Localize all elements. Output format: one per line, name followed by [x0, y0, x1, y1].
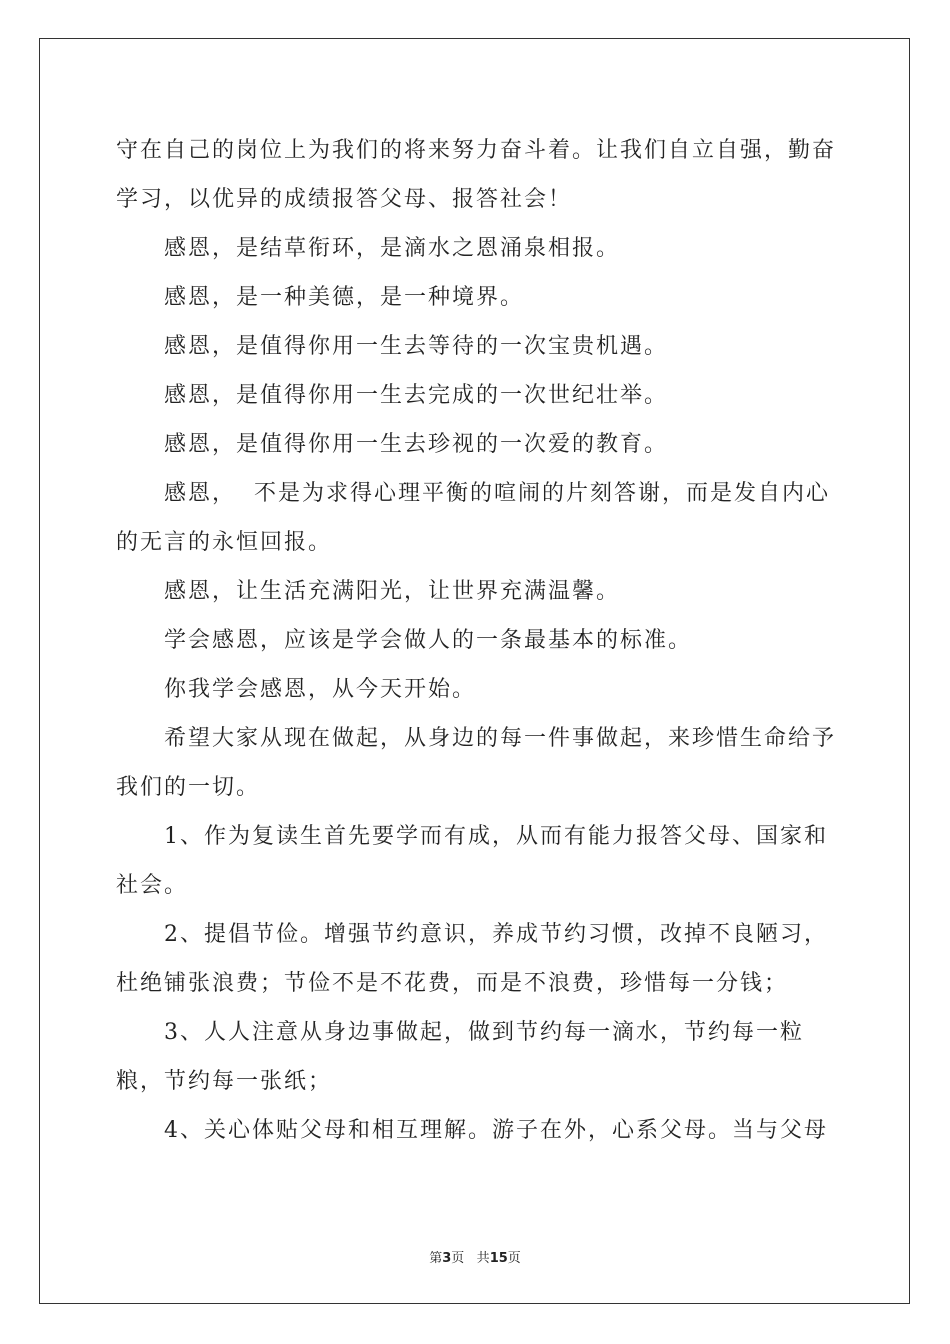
- document-body: [116, 126, 846, 1155]
- paragraph: 你我学会感恩，从今天开始。: [164, 677, 477, 702]
- paragraph: 感恩，是值得你用一生去珍视的一次爱的教育。: [164, 432, 669, 457]
- footer-total-prefix: 共: [476, 1251, 490, 1266]
- paragraph: 感恩，是一种美德，是一种境界。: [164, 285, 525, 310]
- footer-page-prefix: 第: [429, 1251, 443, 1266]
- paragraph: 感恩， 不是为求得心理平衡的喧闹的片刻答谢，而是发自内心的无言的永恒回报。: [116, 481, 830, 555]
- paragraph: 2、提倡节俭。增强节约意识，养成节约习惯，改掉不良陋习，杜绝铺张浪费；节俭不是不花费，而是不浪费，珍惜每一分钱；: [116, 922, 828, 996]
- footer-page-number: 3: [442, 1251, 452, 1266]
- paragraph: 希望大家从现在做起，从身边的每一件事做起，来珍惜生命给予我们的一切。: [116, 726, 837, 800]
- paragraph: 3、人人注意从身边事做起，做到节约每一滴水，节约每一粒粮，节约每一张纸；: [116, 1020, 804, 1094]
- paragraph: 感恩，让生活充满阳光，让世界充满温馨。: [164, 579, 621, 604]
- paragraph: 学会感恩，应该是学会做人的一条最基本的标准。: [164, 628, 693, 653]
- paragraph: 感恩，是结草衔环，是滴水之恩涌泉相报。: [164, 236, 621, 261]
- paragraph: 守在自己的岗位上为我们的将来努力奋斗着。让我们自立自强，勤奋学习，以优异的成绩报答父母、报答社会！: [116, 138, 837, 212]
- footer-page-suffix: 页: [451, 1251, 465, 1266]
- paragraph: 4、关心体贴父母和相互理解。游子在外，心系父母。当与父母: [164, 1118, 828, 1143]
- page-footer: [0, 1247, 950, 1266]
- paragraph: 感恩，是值得你用一生去完成的一次世纪壮举。: [164, 383, 669, 408]
- paragraph: 感恩，是值得你用一生去等待的一次宝贵机遇。: [164, 334, 669, 359]
- paragraph: 1、作为复读生首先要学而有成，从而有能力报答父母、国家和社会。: [116, 824, 828, 898]
- footer-total-pages: 15: [489, 1251, 508, 1266]
- footer-total-suffix: 页: [507, 1251, 521, 1266]
